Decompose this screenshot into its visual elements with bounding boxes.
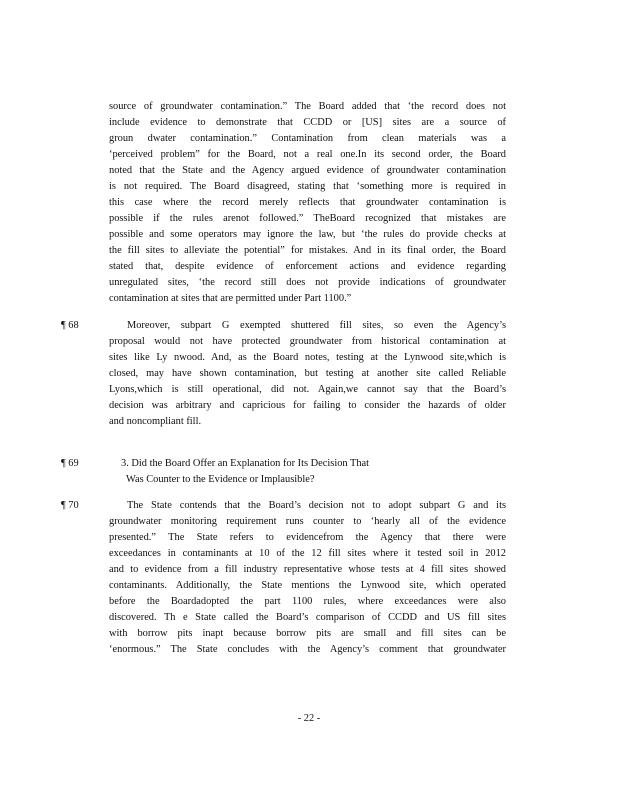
text-line: Lyons,which is still operational, did not. Again,we cannot say that the Board’s xyxy=(109,384,506,395)
text-line: include evidence to demonstrate that CCDD or [US] sites are a source of xyxy=(109,117,506,128)
text-line: The State contends that the Board’s decision not to adopt subpart G and its xyxy=(127,500,506,511)
text-line: contamination at sites that are permitted under Part 1100.” xyxy=(109,293,352,304)
text-line: possible if the rules arenot followed.” TheBoard recognized that mistakes are xyxy=(109,213,506,224)
text-line: closed, may have shown contamination, but testing at another site called Reliable xyxy=(109,368,506,379)
page-number: - 22 - xyxy=(297,713,321,724)
text-line: groun dwater contamination.” Contamination from clean materials was a xyxy=(109,133,506,144)
text-line: ‘perceived problem” for the Board, not a real one.In its second order, the Board xyxy=(109,149,506,160)
paragraph-number: ¶ 69 xyxy=(61,458,79,469)
text-line: sites like Ly nwood. And, as the Board notes, testing at the Lynwood site,which is xyxy=(109,352,506,363)
paragraph-number: ¶ 70 xyxy=(61,500,79,511)
text-line: contaminants. Additionally, the State mentions the Lynwood site, which operated xyxy=(109,580,506,591)
text-line: and to evidence from a fill industry representative whose tests at 4 fill sites showed xyxy=(109,564,506,575)
section-heading-line: 3. Did the Board Offer an Explanation for Its Decision That xyxy=(121,458,370,469)
text-line: Moreover, subpart G exempted shuttered fill sites, so even the Agency’s xyxy=(127,320,506,331)
text-line: source of groundwater contamination.” The Board added that ‘the record does not xyxy=(109,101,506,112)
text-line: the fill sites to alleviate the potential” for mistakes. And in its final order, the Board xyxy=(109,245,506,256)
text-line: with borrow pits inapt because borrow pits are small and fill sites can be xyxy=(109,628,506,639)
text-line: possible and some operators may ignore the law, but ‘the rules do provide checks at xyxy=(109,229,506,240)
text-line: this case where the record merely reflects that groundwater contamination is xyxy=(109,197,506,208)
text-line: ‘enormous.” The State concludes with the Agency’s comment that groundwater xyxy=(109,644,506,655)
text-line: discovered. Th e State called the Board’s comparison of CCDD and US fill sites xyxy=(109,612,506,623)
text-line: is not required. The Board disagreed, stating that ‘something more is required in xyxy=(109,181,506,192)
text-line: stated that, despite evidence of enforcement actions and evidence regarding xyxy=(109,261,506,272)
text-line: and noncompliant fill. xyxy=(109,416,202,427)
text-line: noted that the State and the Agency argued evidence of groundwater contamination xyxy=(109,165,506,176)
text-line: groundwater monitoring requirement runs counter to ‘hearly all of the evidence xyxy=(109,516,506,527)
text-line: decision was arbitrary and capricious for failing to consider the hazards of older xyxy=(109,400,506,411)
text-line: exceedances in contaminants at 10 of the 12 fill sites where it tested soil in 2012 xyxy=(109,548,506,559)
section-heading-line: Was Counter to the Evidence or Implausible? xyxy=(126,474,315,485)
text-line: before the Boardadopted the part 1100 rules, where exceedances were also xyxy=(109,596,506,607)
text-line: proposal would not have protected groundwater from historical contamination at xyxy=(109,336,506,347)
text-line: presented.” The State refers to evidencefrom the Agency that there were xyxy=(109,532,506,543)
text-line: unregulated sites, ‘the record still does not provide indications of groundwater xyxy=(109,277,506,288)
paragraph-number: ¶ 68 xyxy=(61,320,79,331)
